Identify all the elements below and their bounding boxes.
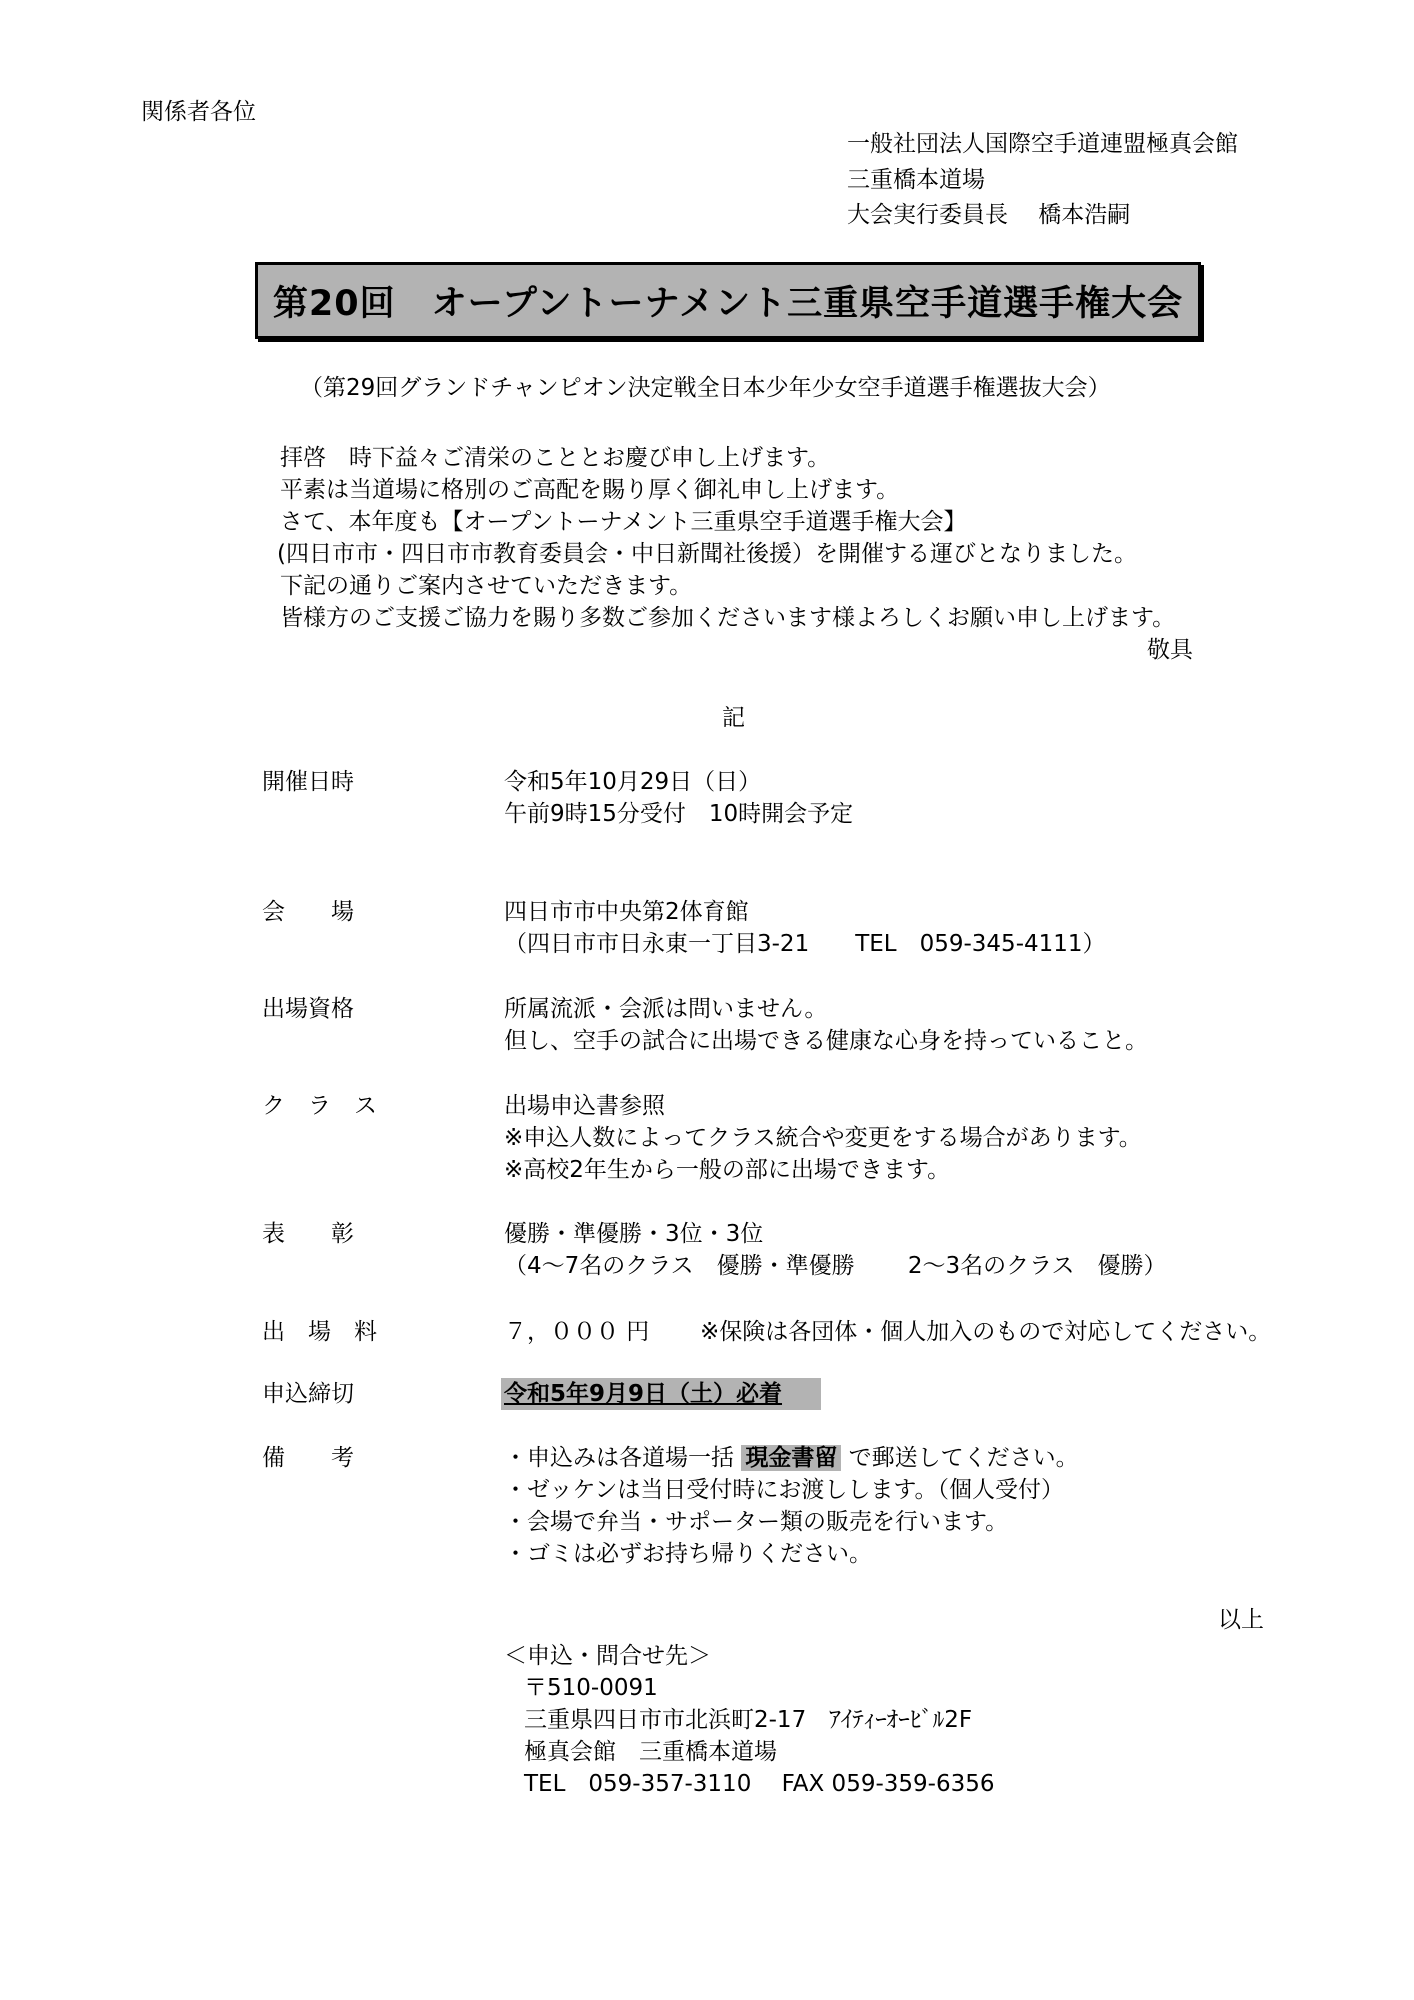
fee-amount: ７，０００ 円 xyxy=(504,1319,650,1345)
award-label: 表 彰 xyxy=(262,1221,354,1247)
sender-dojo: 三重橋本道場 xyxy=(847,167,985,193)
remarks-line-2: ・ゼッケンは当日受付時にお渡しします。（個人受付） xyxy=(504,1477,1065,1503)
award-line-2: （4～7名のクラス 優勝・準優勝 2～3名のクラス 優勝） xyxy=(504,1253,1167,1279)
date-value: 令和5年10月29日（日） xyxy=(504,769,762,795)
deadline-label: 申込締切 xyxy=(262,1381,354,1407)
sender-chairman: 大会実行委員長 橋本浩嗣 xyxy=(847,202,1131,228)
award-line-1: 優勝・準優勝・3位・3位 xyxy=(504,1221,764,1247)
eligibility-label: 出場資格 xyxy=(262,996,354,1022)
class-line-1: 出場申込書参照 xyxy=(504,1093,665,1119)
venue-name: 四日市市中央第2体育館 xyxy=(504,899,749,925)
cash-registered-mail-highlight: 現金書留 xyxy=(741,1445,841,1471)
title-box xyxy=(255,262,1201,339)
remarks-line-1-pre: ・申込みは各道場一括 xyxy=(504,1445,734,1471)
ki-marker: 記 xyxy=(722,705,745,731)
eligibility-line-1: 所属流派・会派は問いません。 xyxy=(504,996,828,1022)
greeting-line-4: (四日市市・四日市市教育委員会・中日新聞社後援）を開催する運びとなりました。 xyxy=(277,541,1137,567)
deadline-value: 令和5年9月9日（土）必着 xyxy=(501,1378,821,1410)
addressee: 関係者各位 xyxy=(141,99,256,125)
venue-label: 会 場 xyxy=(262,899,354,925)
greeting-line-3: さて、本年度も【オープントーナメント三重県空手道選手権大会】 xyxy=(280,509,967,535)
page-title: 第20回 オープントーナメント三重県空手道選手権大会 xyxy=(272,283,1184,324)
closing-greeting: 敬具 xyxy=(1147,637,1193,663)
venue-address: （四日市市日永東一丁目3-21 TEL 059-345-4111） xyxy=(504,931,1106,957)
contact-postal-code: 〒510-0091 xyxy=(524,1675,658,1701)
class-line-3: ※高校2年生から一般の部に出場できます。 xyxy=(504,1157,951,1183)
greeting-line-1: 拝啓 時下益々ご清栄のこととお慶び申し上げます。 xyxy=(280,445,831,471)
subtitle: （第29回グランドチャンピオン決定戦全日本少年少女空手道選手権選抜大会） xyxy=(300,375,1111,401)
contact-dojo: 極真会館 三重橋本道場 xyxy=(524,1739,777,1765)
remarks-line-1-post: で郵送してください。 xyxy=(848,1445,1079,1471)
eligibility-line-2: 但し、空手の試合に出場できる健康な心身を持っていること。 xyxy=(504,1028,1148,1054)
date-label: 開催日時 xyxy=(262,769,354,795)
fee-note: ※保険は各団体・個人加入のもので対応してください。 xyxy=(700,1319,1272,1345)
remarks-line-3: ・会場で弁当・サポーター類の販売を行います。 xyxy=(504,1509,1009,1535)
greeting-line-6: 皆様方のご支援ご協力を賜り多数ご参加くださいます様よろしくお願い申し上げます。 xyxy=(280,605,1176,631)
remarks-label: 備 考 xyxy=(262,1445,354,1471)
remarks-line-4: ・ゴミは必ずお持ち帰りください。 xyxy=(504,1541,872,1567)
sender-organization: 一般社団法人国際空手道連盟極真会館 xyxy=(847,131,1238,157)
greeting-line-5: 下記の通りご案内させていただきます。 xyxy=(280,573,693,599)
ijou-marker: 以上 xyxy=(1218,1607,1264,1633)
contact-address: 三重県四日市市北浜町2-17 ｱｲﾃｨｰｵｰﾋﾞﾙ2F xyxy=(524,1707,973,1733)
remarks-line-1 xyxy=(504,1442,1079,1474)
greeting-line-2: 平素は当道場に格別のご高配を賜り厚く御礼申し上げます。 xyxy=(280,477,900,503)
fee-label: 出 場 料 xyxy=(262,1319,377,1345)
contact-heading: ＜申込・問合せ先＞ xyxy=(504,1643,711,1669)
reception-time: 午前9時15分受付 10時開会予定 xyxy=(504,801,854,827)
class-line-2: ※申込人数によってクラス統合や変更をする場合があります。 xyxy=(504,1125,1142,1151)
class-label: ク ラ ス xyxy=(262,1093,377,1119)
contact-phone-fax: TEL 059-357-3110 FAX 059-359-6356 xyxy=(524,1771,995,1797)
